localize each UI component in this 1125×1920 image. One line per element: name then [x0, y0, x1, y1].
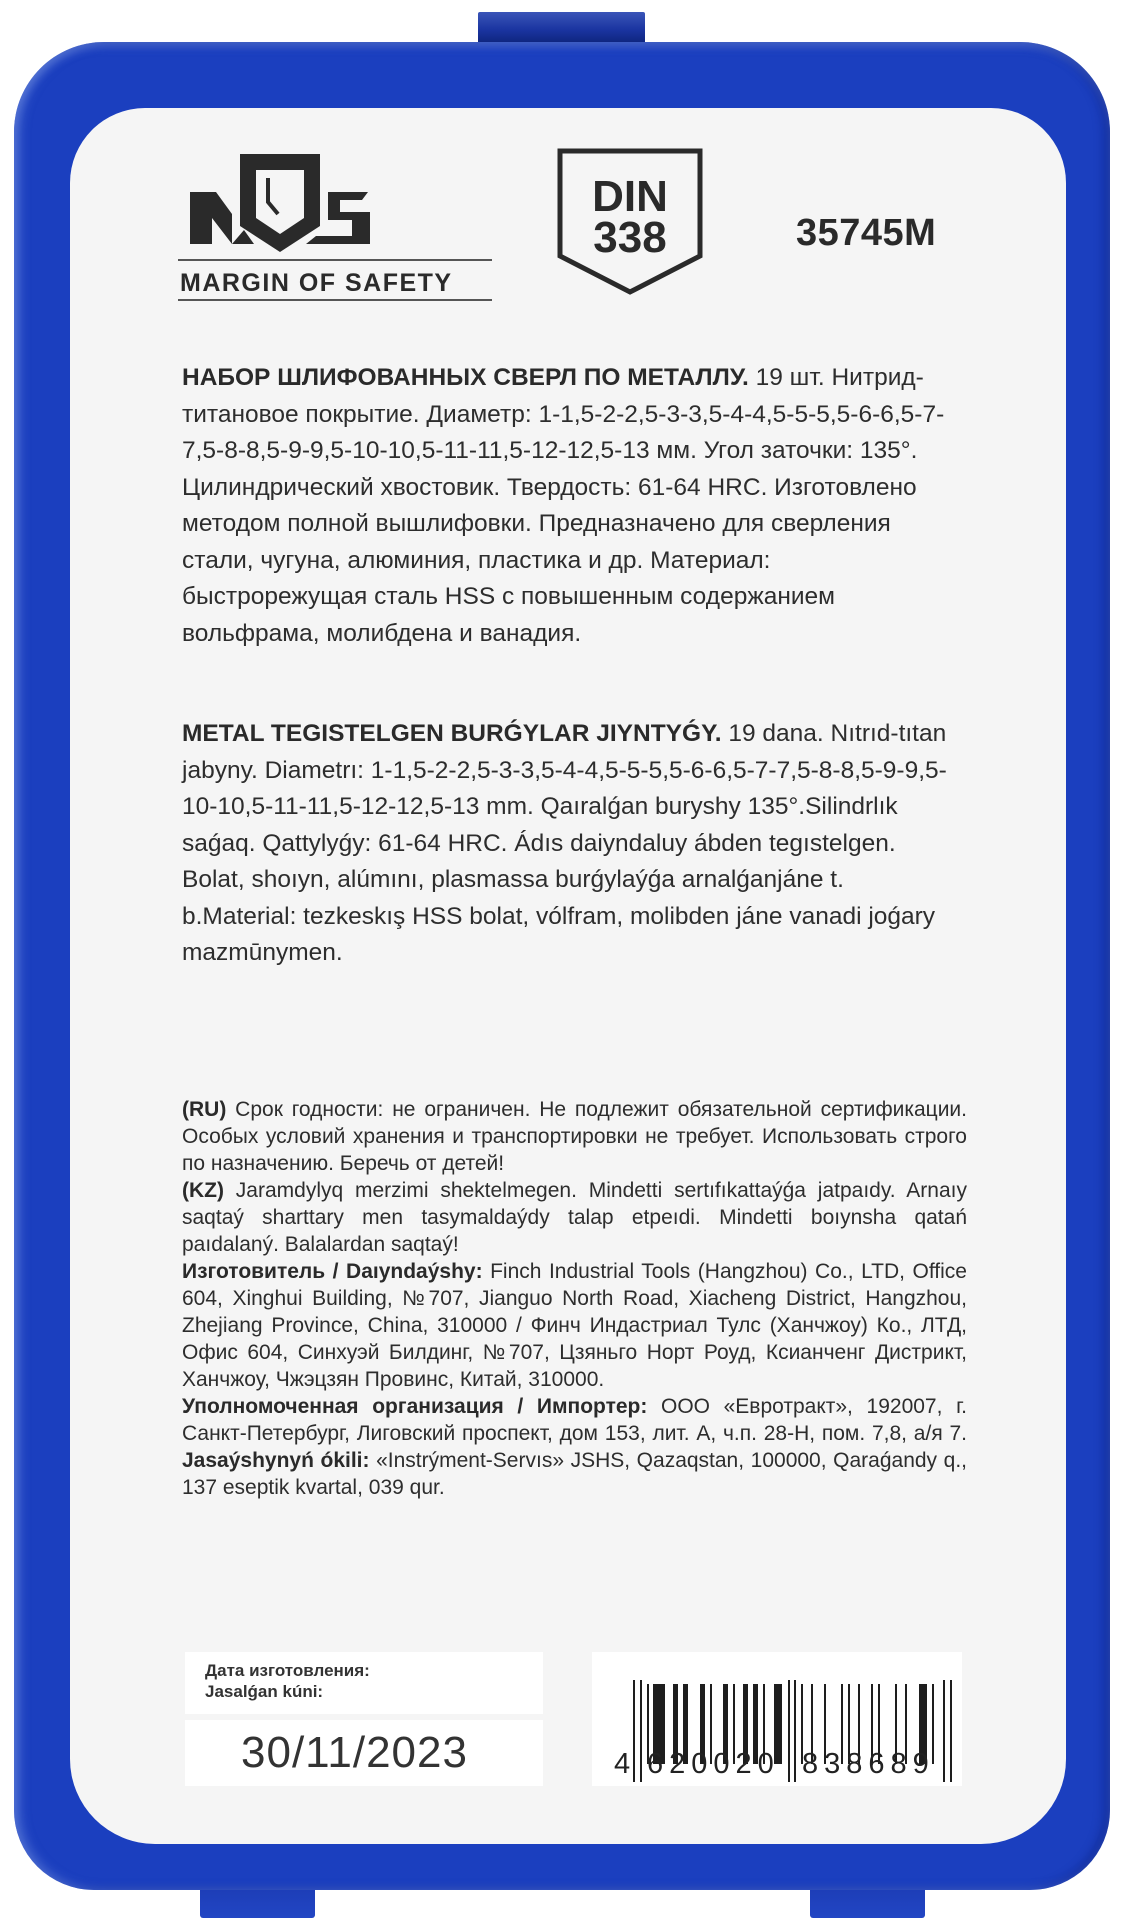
- kz-representative-text: «Instrýment-Servıs» JSHS, Qazaqstan, 100000, Qaraǵandy q., 137 eseptik kvartal, 039 qur.: [182, 1449, 967, 1499]
- barcode-first-digit: 4: [614, 1748, 637, 1780]
- importer-label: Уполномоченная организация / Импортер:: [182, 1395, 648, 1418]
- svg-text:MARGIN OF SAFETY: MARGIN OF SAFETY: [180, 269, 453, 297]
- description-kz: [182, 716, 952, 972]
- brand-logo: [176, 148, 498, 304]
- manufacture-date-label-ru: Дата изготовления:: [205, 1661, 370, 1680]
- description-ru: [182, 360, 952, 652]
- mos-shield-logo-icon: [176, 148, 498, 304]
- manufacturer-label: Изготовитель / Daıyndaýshy:: [182, 1260, 483, 1283]
- kz-representative-label: Jasaýshynyń ókili:: [182, 1449, 370, 1472]
- description-ru-body: Нитрид-титановое покрытие. Диаметр: 1-1,5-2-2,5-3-3,5-4-4,5-5-5,5-6-6,5-7-7,5-8-8,5-9-9,5-10-10,5-11-11,5-12-12,5-13 мм. Угол заточки: 135°. Цилиндрический хвостовик. Твердость: 61-64 HRC. Изготовлено методом полной вышлифовки. Предназначено для сверления стали, чугуна, алюминия, пластика и др. Материал: быстрорежущая сталь HSS с повышенным содержанием вольфрама, молибдена и ванадия.: [182, 364, 945, 647]
- description-kz-quantity: 19 dana.: [721, 720, 824, 747]
- notes-kz: [182, 1177, 967, 1258]
- din-standard-badge: [554, 146, 706, 298]
- barcode-left-group: 620020: [647, 1748, 780, 1780]
- manufacture-date-label-kz: Jasalǵan kúni:: [205, 1682, 324, 1701]
- shield-badge-icon: [554, 146, 706, 298]
- manufacture-date-value-box: [185, 1720, 543, 1786]
- notes-ru-text: Срок годности: не ограничен. Не подлежит обязательной сертификации. Особых условий хранения и транспортировки не требует. Использовать строго по назначению. Беречь от детей!: [182, 1098, 967, 1175]
- manufacture-date-value: 30/11/2023: [241, 1728, 468, 1777]
- notes-kz-label: (KZ): [182, 1179, 224, 1202]
- description-kz-body: Nıtrıd-tıtan jabyny. Diametrı: 1-1,5-2-2,5-3-3,5-4-4,5-5-5,5-6-6,5-7-7,5-8-8,5-9-9,5-10-10,5-11-11,5-12-12,5-13 mm. Qaıralǵan buryshy 135°.Silindrlık saǵaq. Qattylyǵy: 61-64 HRC. Ádıs daiyndaluy ábden tegıstelgen. Bolat, shoıyn, alúmını, plasmassa burǵylaýǵa arnalǵanjáne t. b.Material: tezkeskış HSS bolat, vólfram, molibden jáne vanadi joǵary mazmūnymen.: [182, 720, 947, 966]
- description-ru-quantity: 19 шт.: [748, 364, 825, 391]
- manufacture-date-label-box: [185, 1652, 543, 1714]
- manufacturer-text: Finch Industrial Tools (Hangzhou) Co., LTD, Office 604, Xinghui Building, №707, Jianguo North Road, Xiacheng District, Hangzhou, Zhejiang Province, China, 310000 / Финч Индастриал Тулс (Ханчжоу) Ко., ЛТД, Офис 604, Синхуэй Билдинг, №707, Цзяньго Норт Роуд, Ксианченг Дистрикт, Ханчжоу, Чжэцзян Провинс, Китай, 310000.: [182, 1260, 967, 1391]
- ean13-barcode: [592, 1652, 962, 1786]
- barcode-right-group: 838689: [802, 1748, 935, 1780]
- manufacturer-info: [182, 1258, 967, 1393]
- notes-ru: [182, 1096, 967, 1177]
- case-top-latch: [478, 12, 645, 42]
- svg-text:DIN: DIN: [592, 172, 668, 221]
- manufacture-date-label: [205, 1660, 370, 1702]
- description-ru-title: НАБОР ШЛИФОВАННЫХ СВЕРЛ ПО МЕТАЛЛУ.: [182, 364, 749, 391]
- svg-text:338: 338: [593, 213, 667, 262]
- importer-info: [182, 1393, 967, 1501]
- notes-kz-text: Jaramdylyq merzimi shektelmegen. Mindetti sertıfıkattaýǵa jatpaıdy. Arnaıy saqtaý sharttary men tasymaldaýdy talap etpeıdi. Mindetti boıynsha qatań paıdalaný. Balalardan saqtaý!: [182, 1179, 967, 1256]
- model-number: 35745M: [796, 212, 937, 254]
- importer-text: ООО «Евротракт», 192007, г. Санкт-Петербург, Лиговский проспект, дом 153, лит. А, ч.п. 28-Н, пом. 7,8, а/я 7.: [182, 1395, 967, 1445]
- description-kz-title: METAL TEGISTELGEN BURǴYLAR JIYNTYǴY.: [182, 720, 722, 747]
- legal-notes: [182, 1096, 967, 1501]
- notes-ru-label: (RU): [182, 1098, 227, 1121]
